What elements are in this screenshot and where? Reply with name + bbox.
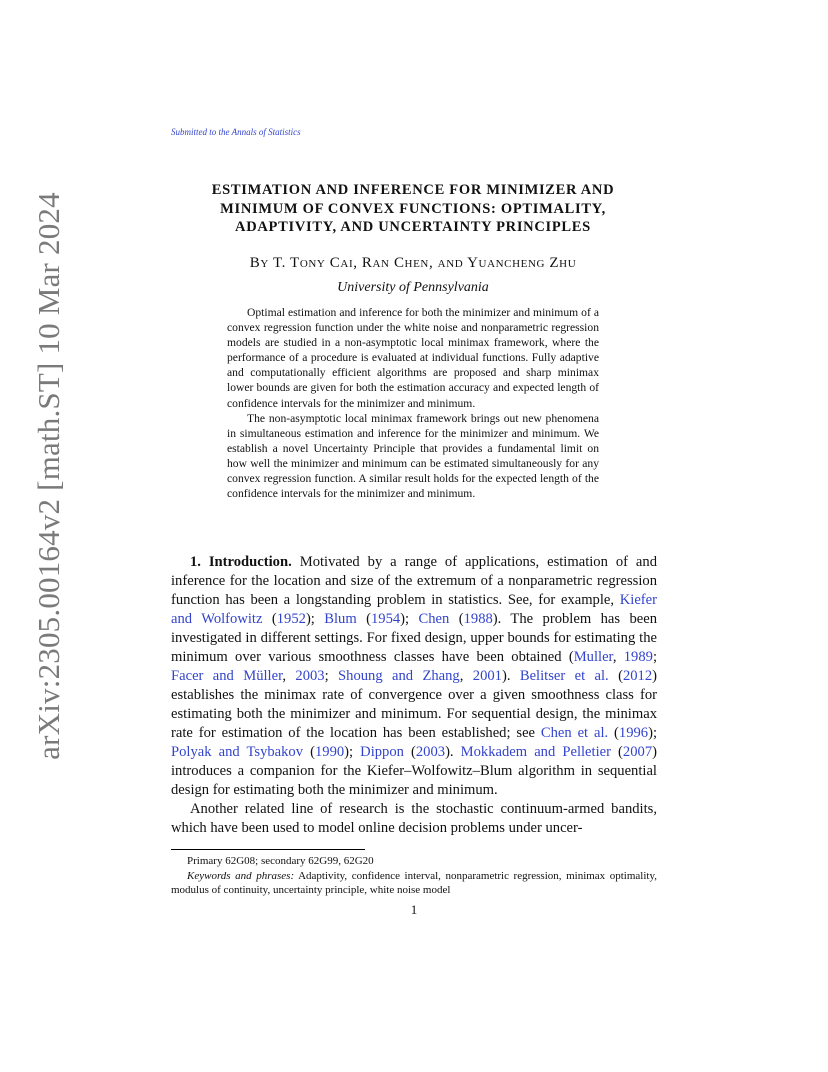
body-text: ); — [400, 611, 419, 627]
body-text: ( — [608, 725, 619, 741]
affiliation: University of Pennsylvania — [337, 280, 489, 295]
body-text: Motivated by a range of applications, estimation of and inference for the location and size of the extremum of a nonparametric regression function has been a longstanding problem in statistics. See, for example, — [171, 554, 657, 608]
arxiv-stamp: arXiv:2305.00164v2 [math.ST] 10 Mar 2024 — [31, 192, 66, 760]
citation-link[interactable]: 1952 — [276, 611, 306, 627]
citation-link[interactable]: 2003 — [415, 744, 446, 760]
body-text: ( — [356, 611, 371, 627]
citation-link[interactable]: Blum — [324, 611, 357, 627]
title-line: ESTIMATION AND INFERENCE FOR MINIMIZER AND — [211, 182, 615, 198]
citation-link[interactable]: 2012 — [622, 668, 653, 684]
footnote-rule — [171, 849, 365, 850]
msc-classification: Primary 62G08; secondary 62G99, 62G20 — [187, 855, 374, 867]
citation-link[interactable]: 2007 — [622, 744, 653, 760]
citation-link[interactable]: 1988 — [463, 611, 493, 627]
body-text: ); — [648, 725, 657, 741]
body-text: ( — [449, 611, 464, 627]
body-text: ) establishes the minimax rate of convergence over a given smoothness class for estimating both the minimizer and minimum. For sequential design, the minimax rate for estimation of the location has been established; see — [171, 668, 657, 741]
body-text: ). — [501, 668, 520, 684]
body-text: ( — [403, 744, 416, 760]
keywords-text: Adaptivity, confidence interval, nonparametric regression, minimax optimality, modulus of continuity, uncertainty principle, white noise model — [171, 869, 658, 896]
body-text: ). The problem has been investigated in different settings. For fixed design, upper bounds for estimating the minimum over various smoothness classes have been obtained ( — [171, 611, 657, 665]
abstract-paragraph: The non-asymptotic local minimax framework brings out new phenomena in simultaneous estimation and inference for the minimizer and minimum. We establish a novel Uncertainty Principle that provides a fundamental limit on how well the minimizer and minimum can be estimated simultaneously for any convex regression function. A similar result holds for the expected length of the confidence intervals for the minimizer and minimum. — [227, 411, 599, 501]
body-text: ( — [303, 744, 315, 760]
citation-link[interactable]: 1990 — [314, 744, 345, 760]
body-text: ( — [610, 744, 623, 760]
citation-link[interactable]: 2001 — [472, 668, 502, 684]
citation-link[interactable]: Shoung and Zhang — [338, 668, 460, 684]
body-text: ; — [324, 668, 339, 684]
body-text: ; — [652, 649, 657, 665]
keywords-label: Keywords and phrases: — [187, 869, 295, 882]
citation-link[interactable]: 2003 — [295, 668, 325, 684]
authors: By T. Tony Cai, Ran Chen, and Yuancheng Zhu — [249, 255, 577, 271]
citation-link[interactable]: Dippon — [360, 744, 404, 760]
citation-link[interactable]: Polyak and Tsybakov — [171, 744, 304, 760]
citation-link[interactable]: Belitser et al. — [519, 668, 609, 684]
body-text: , — [459, 668, 473, 684]
footnotes — [171, 854, 657, 898]
body-text: ); — [305, 611, 325, 627]
intro-paragraph — [171, 553, 657, 800]
citation-link[interactable]: 1989 — [623, 649, 653, 665]
citation-link[interactable]: Chen et al. — [540, 725, 609, 741]
body-text: , — [282, 668, 296, 684]
citation-link[interactable]: Muller — [573, 649, 613, 665]
citation-link[interactable]: Chen — [418, 611, 450, 627]
body-text: ( — [608, 668, 623, 684]
journal-line[interactable]: Submitted to the Annals of Statistics — [171, 127, 301, 137]
citation-link[interactable]: 1996 — [618, 725, 649, 741]
citation-link[interactable]: 1954 — [370, 611, 401, 627]
introduction-section — [171, 553, 657, 838]
body-text: ) introduces a companion for the Kiefer–Wolfowitz–Blum algorithm in sequential design for estimating both the minimizer and minimum. — [171, 744, 657, 798]
citation-link[interactable]: Kiefer and Wolfowitz — [171, 592, 657, 627]
citation-link[interactable]: Mokkadem and Pelletier — [460, 744, 611, 760]
abstract-paragraph: Optimal estimation and inference for both the minimizer and minimum of a convex regression function under the white noise and nonparametric regression models are studied in a non-asymptotic local minimax framework, where the performance of a procedure is evaluated at individual functions. Fully adaptive and computationally efficient algorithms are proposed and sharp minimax lower bounds are given for both the estimation accuracy and expected length of confidence intervals for the minimizer and minimum. — [227, 306, 599, 410]
keywords — [171, 869, 657, 898]
page-number: 1 — [410, 902, 418, 917]
body-text: ); — [344, 744, 361, 760]
body-text: , — [612, 649, 624, 665]
title-line: ADAPTIVITY, AND UNCERTAINTY PRINCIPLES — [235, 219, 591, 235]
abstract — [227, 305, 599, 501]
intro-paragraph: Another related line of research is the stochastic continuum-armed bandits, which have been used to model online decision problems under uncer- — [171, 801, 657, 836]
section-heading: 1. Introduction. — [190, 554, 292, 570]
body-text: ( — [262, 611, 277, 627]
body-text: ). — [445, 744, 461, 760]
citation-link[interactable]: Facer and Müller — [171, 668, 283, 684]
paper-title — [150, 181, 676, 237]
title-line: MINIMUM OF CONVEX FUNCTIONS: OPTIMALITY, — [220, 200, 606, 217]
